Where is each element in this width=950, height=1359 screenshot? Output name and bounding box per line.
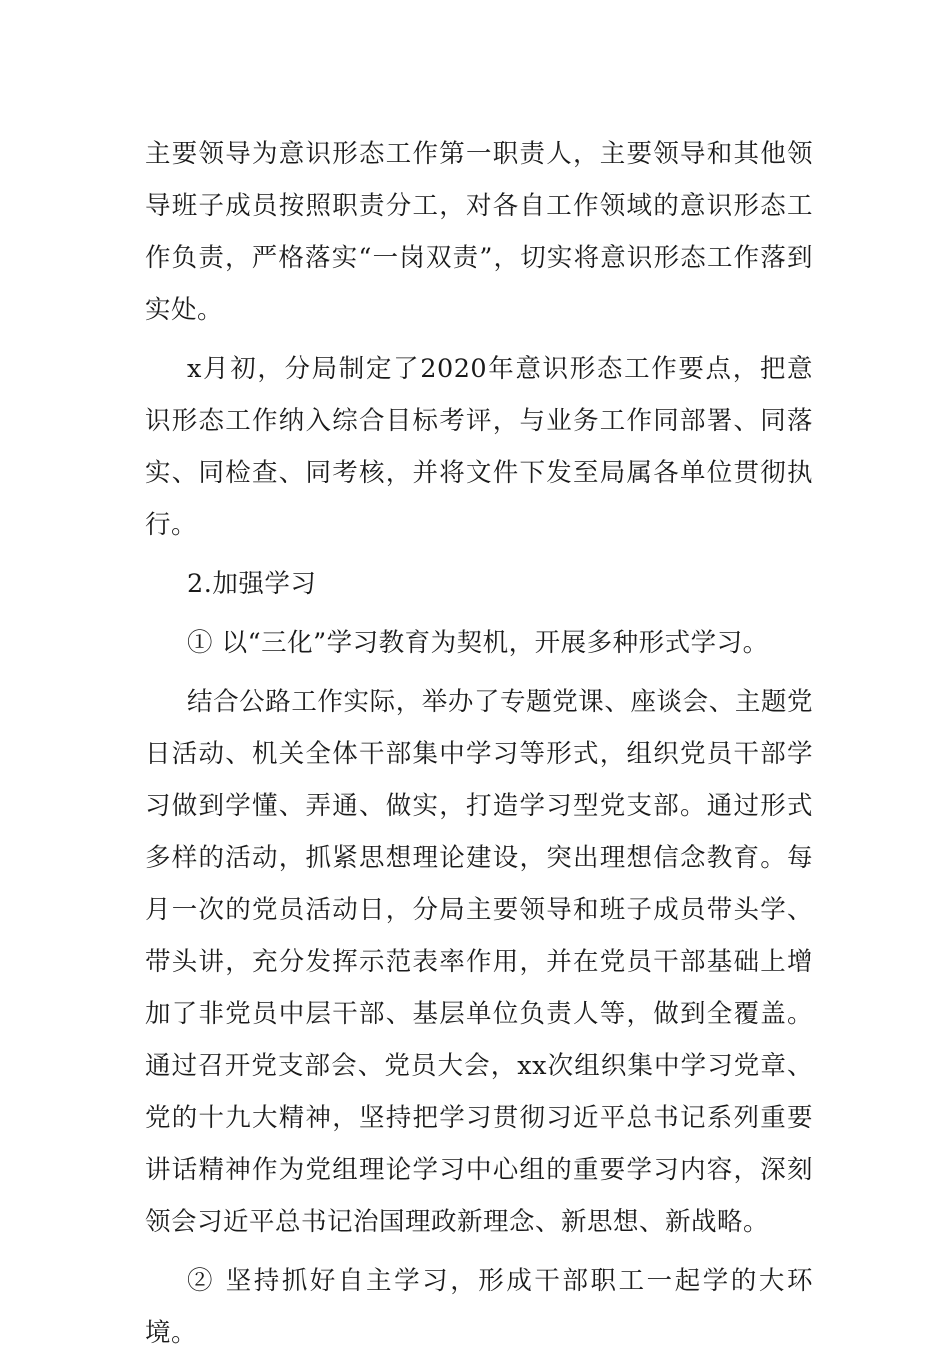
section-heading-study: 2.加强学习 [187,569,317,599]
subheading-self-study: ② 坚持抓好自主学习，形成干部职工一起学的大环境。 [145,1266,813,1348]
subheading-study-forms: ① 以“三化”学习教育为契机，开展多种形式学习。 [187,628,769,658]
paragraph-work-plan: x月初，分局制定了2020年意识形态工作要点，把意识形态工作纳入综合目标考评，与业务工作同部署、同落实、同检查、同考核，并将文件下发至局属各单位贯彻执行。 [145,354,813,540]
paragraph-study-activities: 结合公路工作实际，举办了专题党课、座谈会、主题党日活动、机关全体干部集中学习等形式，组织党员干部学习做到学懂、弄通、做实，打造学习型党支部。通过形式多样的活动，抓紧思想理论建设，突出理想信念教育。每月一次的党员活动日，分局主要领导和班子成员带头学、带头讲，充分发挥示范表率作用，并在党员干部基础上增加了非党员中层干部、基层单位负责人等，做到全覆盖。通过召开党支部会、党员大会，xx次组织集中学习党章、党的十九大精神，坚持把学习贯彻习近平总书记系列重要讲话精神作为党组理论学习中心组的重要学习内容，深刻领会习近平总书记治国理政新理念、新思想、新战略。 [145,687,813,1237]
document-body [145,128,813,1359]
paragraph-responsibility: 主要领导为意识形态工作第一职责人，主要领导和其他领导班子成员按照职责分工，对各自工作领域的意识形态工作负责，严格落实“一岗双责”，切实将意识形态工作落到实处。 [145,139,813,325]
